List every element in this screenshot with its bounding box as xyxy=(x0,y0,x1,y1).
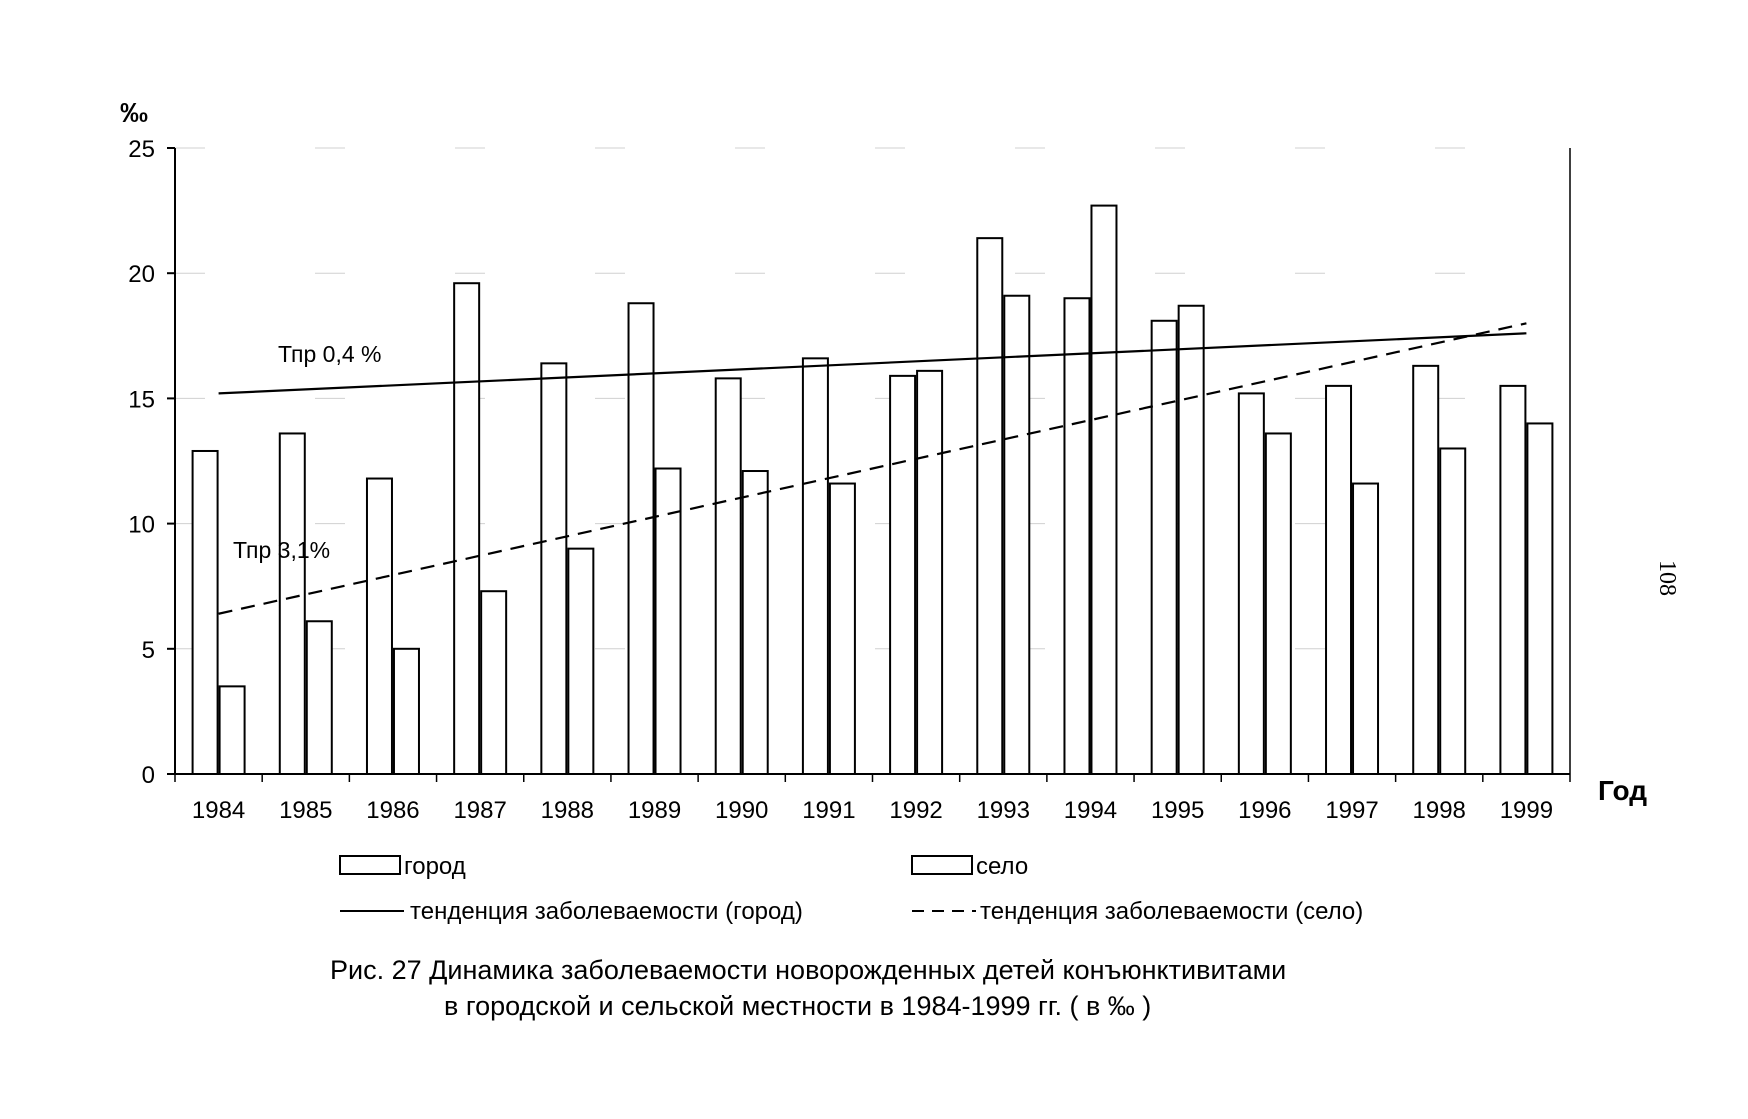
bar-selo xyxy=(1091,206,1116,774)
bar-selo xyxy=(307,621,332,774)
bar-selo xyxy=(1440,448,1465,774)
x-axis-label: Год xyxy=(1598,775,1647,806)
legend-label-gorod: город xyxy=(404,853,466,880)
y-axis-unit-label: ‰ xyxy=(120,97,148,128)
trend-label-gorod: Тпр 0,4 % xyxy=(278,341,382,367)
x-tick-label: 1999 xyxy=(1499,797,1554,824)
x-tick-label: 1985 xyxy=(279,797,333,824)
x-tick-label: 1990 xyxy=(715,797,769,824)
bar-gorod xyxy=(454,283,479,774)
bar-selo xyxy=(1527,423,1552,774)
bar-selo xyxy=(917,371,942,774)
legend-label-selo: село xyxy=(976,853,1029,880)
page-number: 108 xyxy=(1654,560,1680,596)
bar-gorod xyxy=(977,238,1002,774)
legend xyxy=(340,853,1363,925)
bar-selo xyxy=(481,591,506,774)
legend-swatch-selo xyxy=(912,856,972,874)
legend-label-trend-selo: тенденция заболеваемости (село) xyxy=(980,898,1364,925)
x-tick-label: 1995 xyxy=(1150,797,1205,824)
x-tick-label: 1996 xyxy=(1238,797,1292,824)
figure-caption xyxy=(330,952,1286,1024)
x-tick-label: 1988 xyxy=(540,797,595,824)
x-tick-label: 1989 xyxy=(627,797,682,824)
bar-gorod xyxy=(367,479,392,774)
x-tick-label: 1992 xyxy=(889,797,943,824)
bar-gorod xyxy=(1413,366,1438,774)
bar-selo xyxy=(394,649,419,774)
x-tick-label: 1993 xyxy=(976,797,1030,824)
bar-gorod xyxy=(1239,393,1264,774)
y-tick-label: 5 xyxy=(141,636,155,664)
bars-layer xyxy=(193,206,1553,774)
caption-line-2: в городской и сельской местности в 1984-1999 гг. ( в ‰ ) xyxy=(444,991,1152,1021)
x-tick-label: 1987 xyxy=(453,797,507,824)
bar-gorod xyxy=(280,433,305,774)
legend-label-trend-gorod: тенденция заболеваемости (город) xyxy=(410,898,803,925)
x-tick-label: 1984 xyxy=(191,797,246,824)
bar-gorod xyxy=(1500,386,1525,774)
bar-gorod xyxy=(193,451,218,774)
bar-selo xyxy=(220,686,245,774)
bar-selo xyxy=(1179,306,1204,774)
y-tick-label: 15 xyxy=(128,386,155,414)
bar-selo xyxy=(1004,296,1029,774)
x-tick-label: 1994 xyxy=(1063,797,1118,824)
bar-gorod xyxy=(890,376,915,774)
bar-selo xyxy=(743,471,768,774)
x-tick-label: 1991 xyxy=(802,797,856,824)
caption-line-1: Рис. 27 Динамика заболеваемости новорожденных детей конъюнктивитами xyxy=(330,955,1287,985)
y-tick-label: 0 xyxy=(141,762,155,789)
bar-selo xyxy=(1266,433,1291,774)
bar-gorod xyxy=(1326,386,1351,774)
bar-gorod xyxy=(1064,298,1089,774)
y-tick-label: 20 xyxy=(128,261,155,289)
trend-label-selo: Тпр 3,1% xyxy=(233,537,331,563)
y-tick-label: 10 xyxy=(128,511,155,539)
bar-selo xyxy=(568,549,593,774)
legend-swatch-gorod xyxy=(340,856,400,874)
x-tick-label: 1986 xyxy=(366,797,420,824)
x-tick-label: 1998 xyxy=(1412,797,1466,824)
bar-gorod xyxy=(541,363,566,774)
y-tick-label: 25 xyxy=(128,136,155,163)
bar-gorod xyxy=(716,378,741,774)
bar-gorod xyxy=(803,358,828,774)
trend-line-gorod xyxy=(219,333,1527,393)
bar-selo xyxy=(1353,484,1378,774)
bar-selo xyxy=(830,484,855,774)
bar-gorod xyxy=(1152,321,1177,774)
x-tick-label: 1997 xyxy=(1325,797,1379,824)
